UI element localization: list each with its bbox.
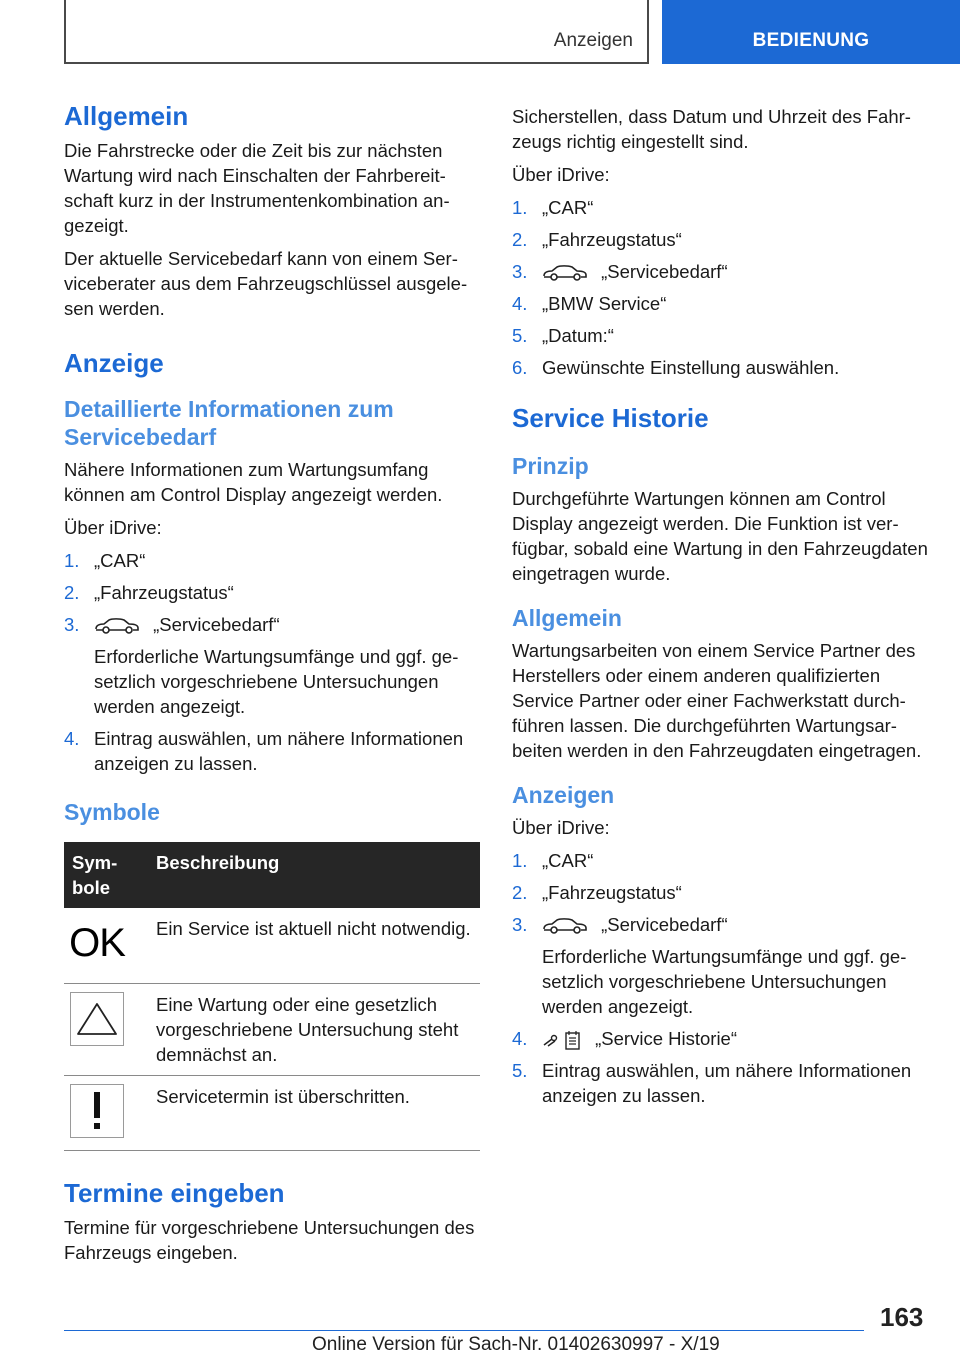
list-item xyxy=(512,227,932,252)
heading-anzeige: Anzeige xyxy=(64,348,164,378)
paragraph: Die Fahrstrecke oder die Zeit bis zur nächsten Wartung wird nach Einschalten der Fahrbereitschaft kurz in der Instrumentenkombination angezeigt. xyxy=(64,140,450,236)
list-item xyxy=(64,726,480,776)
table-header-symbol: Symbole xyxy=(64,842,148,908)
list-number: 3. xyxy=(512,261,528,282)
heading-anzeigen: Anzeigen xyxy=(512,782,615,808)
list-subtext: Erforderliche Wartungsumfänge und ggf. gesetzlich vorgeschriebene Untersuchungen werden angezeigt. xyxy=(542,946,907,1017)
heading-detail: Detaillierte Informationen zum Servicebedarf xyxy=(64,396,394,450)
heading-allgemein: Allgemein xyxy=(512,605,622,631)
list-text: „Service Historie“ xyxy=(595,1028,737,1049)
page-header xyxy=(0,0,960,66)
service-history-icon xyxy=(542,1030,582,1050)
list-text: „CAR“ xyxy=(542,197,594,218)
paragraph: Über iDrive: xyxy=(512,817,610,838)
page-number: 163 xyxy=(880,1302,924,1332)
table-cell-symbol xyxy=(64,908,148,983)
list-text: „Fahrzeugstatus“ xyxy=(542,882,682,903)
list-item xyxy=(512,880,932,905)
table-row xyxy=(64,1075,480,1150)
list-text: Gewünschte Einstellung auswählen. xyxy=(542,357,840,378)
header-section-title: Anzeigen xyxy=(553,30,633,51)
list-item xyxy=(512,291,932,316)
paragraph: Nähere Informationen zum Wartungsumfang können am Control Display angezeigt werden. xyxy=(64,459,443,505)
list-item xyxy=(512,259,932,284)
table-row xyxy=(64,908,480,983)
list-text: „Datum:“ xyxy=(542,325,614,346)
list-item xyxy=(64,612,480,719)
table-cell-symbol xyxy=(64,1075,148,1150)
table-cell-description: Ein Service ist aktuell nicht notwendig. xyxy=(148,908,480,983)
list-number: 3. xyxy=(64,614,80,635)
list-item xyxy=(512,912,932,1019)
paragraph: Über iDrive: xyxy=(512,164,610,185)
list-text: „Servicebedarf“ xyxy=(601,914,728,935)
heading-symbole: Symbole xyxy=(64,799,160,825)
list-item xyxy=(64,548,480,573)
ok-icon xyxy=(70,916,124,970)
list-text: „BMW Service“ xyxy=(542,293,667,314)
header-section-box xyxy=(64,0,649,64)
table-cell-description: Servicetermin ist überschritten. xyxy=(148,1075,480,1150)
table-cell-symbol xyxy=(64,983,148,1075)
list-text: „CAR“ xyxy=(94,550,146,571)
list-number: 2. xyxy=(64,582,80,603)
list-item xyxy=(64,580,480,605)
list-item xyxy=(512,1026,932,1051)
heading-termine: Termine eingeben xyxy=(64,1177,285,1208)
paragraph: Der aktuelle Servicebedarf kann von einem Serviceberater aus dem Fahrzeugschlüssel ausgelesen werden. xyxy=(64,248,468,319)
list-text: „Fahrzeugstatus“ xyxy=(542,229,682,250)
paragraph: Termine für vorgeschriebene Untersuchungen des Fahrzeugs eingeben. xyxy=(64,1216,475,1263)
table-row xyxy=(64,983,480,1075)
paragraph: Wartungsarbeiten von einem Service Partner des Herstellers oder einem anderen qualifizierten Service Partner oder einer Fachwerkstatt durchführen lassen. Die durchgeführten Wartungsarbeiten werden in den Fahrzeugdaten eingetragen. xyxy=(512,640,922,761)
list-number: 2. xyxy=(512,882,528,903)
list-text: „Fahrzeugstatus“ xyxy=(94,582,234,603)
list-text: Eintrag auswählen, um nähere Informationen anzeigen zu lassen. xyxy=(542,1060,912,1106)
list-subtext: Erforderliche Wartungsumfänge und ggf. gesetzlich vorgeschriebene Untersuchungen werden angezeigt. xyxy=(94,646,459,717)
left-column xyxy=(64,100,480,1273)
heading-service-historie: Service Historie xyxy=(512,403,709,433)
list-item xyxy=(512,848,932,873)
paragraph: Über iDrive: xyxy=(64,517,162,538)
ok-symbol-text: OK xyxy=(69,921,125,965)
car-icon xyxy=(94,617,140,635)
header-chapter-title: BEDIENUNG xyxy=(752,30,870,51)
footer-divider xyxy=(64,1330,864,1331)
list-item xyxy=(512,355,932,380)
symbols-table xyxy=(64,842,480,1151)
list-item xyxy=(512,323,932,348)
heading-prinzip: Prinzip xyxy=(512,453,589,479)
list-number: 4. xyxy=(64,728,80,749)
list-text: „CAR“ xyxy=(542,850,594,871)
list-number: 5. xyxy=(512,325,528,346)
steps-list xyxy=(512,848,932,1108)
list-number: 4. xyxy=(512,1028,528,1049)
table-cell-description: Eine Wartung oder eine gesetzlich vorgeschriebene Untersuchung steht demnächst an. xyxy=(148,983,480,1075)
exclamation-icon xyxy=(70,1084,124,1138)
list-number: 1. xyxy=(64,550,80,571)
header-chapter-box xyxy=(662,0,960,64)
list-number: 1. xyxy=(512,197,528,218)
list-number: 1. xyxy=(512,850,528,871)
list-item xyxy=(512,195,932,220)
paragraph: Sicherstellen, dass Datum und Uhrzeit des Fahrzeugs richtig eingestellt sind. xyxy=(512,106,911,152)
right-column xyxy=(512,104,932,1116)
car-icon xyxy=(542,917,588,935)
list-text: Eintrag auswählen, um nähere Informationen anzeigen zu lassen. xyxy=(94,728,464,774)
heading-allgemein: Allgemein xyxy=(64,101,189,131)
steps-list xyxy=(64,548,480,776)
list-number: 3. xyxy=(512,914,528,935)
list-text: „Servicebedarf“ xyxy=(601,261,728,282)
list-number: 4. xyxy=(512,293,528,314)
list-item xyxy=(512,1058,932,1108)
warning-triangle-icon xyxy=(70,992,124,1046)
table-header-row xyxy=(64,842,480,908)
list-number: 2. xyxy=(512,229,528,250)
list-text: „Servicebedarf“ xyxy=(153,614,280,635)
paragraph: Durchgeführte Wartungen können am Control Display angezeigt werden. Die Funktion ist verfügbar, sobald eine Wartung in den Fahrzeugdaten eingetragen wurde. xyxy=(512,488,928,584)
steps-list xyxy=(512,195,932,380)
footer-text: Online Version für Sach-Nr. 01402630997 - X/19 xyxy=(312,1334,720,1355)
list-number: 6. xyxy=(512,357,528,378)
car-icon xyxy=(542,264,588,282)
list-number: 5. xyxy=(512,1060,528,1081)
table-header-description: Beschreibung xyxy=(148,842,480,908)
